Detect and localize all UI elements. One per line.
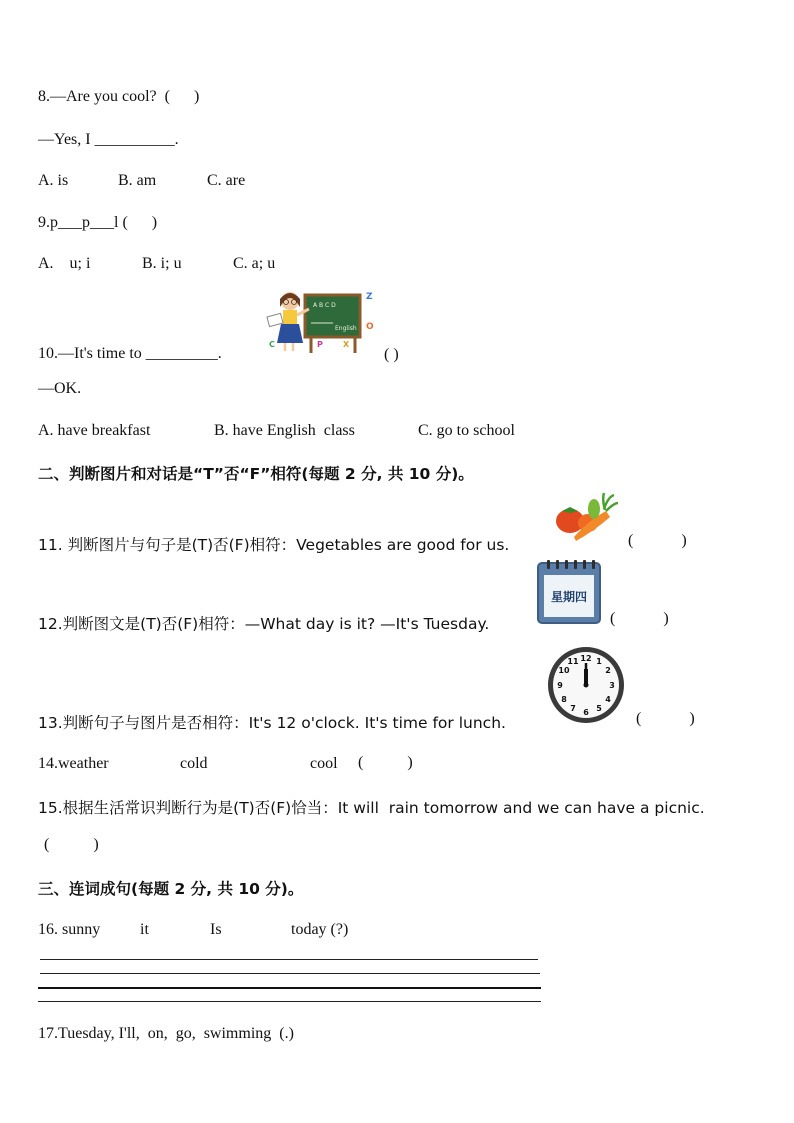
q9-option-b: B. i; u: [142, 255, 182, 272]
svg-text:7: 7: [570, 704, 576, 713]
q8-option-c: C. are: [207, 172, 246, 189]
teacher-blackboard-image: [263, 285, 378, 360]
q15-paren: ( ): [44, 836, 99, 853]
q10-paren: ( ): [384, 346, 399, 363]
svg-text:10: 10: [558, 666, 570, 675]
svg-text:3: 3: [609, 681, 615, 690]
q14-paren: ( ): [358, 754, 413, 771]
board-abcd-text: A B C D: [313, 302, 336, 309]
q13-text: 13.判断句子与图片是否相符：It's 12 o'clock. It's time for lunch.: [38, 714, 506, 732]
svg-text:8: 8: [561, 695, 567, 704]
q10-option-c: C. go to school: [418, 422, 515, 439]
q15-text: 15.根据生活常识判断行为是(T)否(F)恰当：It will rain tomorrow and we can have a picnic.: [38, 799, 705, 817]
q8-option-a: A. is: [38, 172, 69, 189]
clock-image: [546, 645, 626, 725]
q10-reply: —OK.: [38, 380, 82, 397]
q8-option-b: B. am: [118, 172, 157, 189]
q14-word-3: cool: [310, 755, 338, 772]
svg-text:4: 4: [605, 695, 611, 704]
svg-text:11: 11: [567, 657, 579, 666]
q14-word-2: cold: [180, 755, 208, 772]
letter-p: P: [317, 340, 323, 349]
q12-paren: ( ): [610, 610, 669, 627]
svg-text:12: 12: [580, 654, 592, 663]
q8-answer-line: —Yes, I __________.: [38, 131, 179, 148]
svg-text:1: 1: [596, 657, 602, 666]
q10-option-b: B. have English class: [214, 422, 355, 439]
q12-text: 12.判断图文是(T)否(F)相符：—What day is it? —It's Tuesday.: [38, 615, 490, 633]
q16-word-2: it: [140, 921, 149, 938]
letter-o: O: [366, 322, 374, 332]
letter-c: C: [269, 340, 275, 349]
section3-heading: 三、连词成句(每题 2 分, 共 10 分)。: [38, 880, 304, 898]
svg-text:6: 6: [583, 708, 589, 717]
letter-z: Z: [366, 292, 373, 302]
letter-x: X: [343, 340, 350, 349]
q11-paren: ( ): [628, 532, 687, 549]
q9-question: 9.p___p___l ( ): [38, 214, 158, 231]
board-english-text: English: [335, 325, 357, 332]
calendar-image: [536, 559, 602, 625]
answer-rule-4: [38, 1001, 541, 1002]
q17-text: 17.Tuesday, I'll, on, go, swimming (.): [38, 1025, 294, 1042]
calendar-day-label: 星期四: [550, 590, 588, 604]
section2-heading: 二、判断图片和对话是“T”否“F”相符(每题 2 分, 共 10 分)。: [38, 465, 474, 483]
q8-question: 8.—Are you cool? ( ): [38, 88, 200, 105]
q9-option-c: C. a; u: [233, 255, 276, 272]
q9-option-a: A. u; i: [38, 255, 91, 272]
q10-question: 10.—It's time to _________.: [38, 345, 222, 362]
q14-word-1: 14.weather: [38, 755, 109, 772]
svg-text:5: 5: [596, 704, 602, 713]
answer-rule-1: [40, 959, 538, 960]
answer-rule-2: [40, 973, 540, 974]
vegetables-image: [548, 491, 618, 545]
q16-word-3: Is: [210, 921, 222, 938]
svg-text:2: 2: [605, 666, 611, 675]
answer-rule-3: [38, 987, 541, 989]
q16-word-1: 16. sunny: [38, 921, 101, 938]
q10-option-a: A. have breakfast: [38, 422, 151, 439]
q16-word-4: today (?): [291, 921, 349, 938]
svg-text:9: 9: [557, 681, 563, 690]
q11-text: 11. 判断图片与句子是(T)否(F)相符：Vegetables are good for us.: [38, 536, 510, 554]
q13-paren: ( ): [636, 710, 695, 727]
